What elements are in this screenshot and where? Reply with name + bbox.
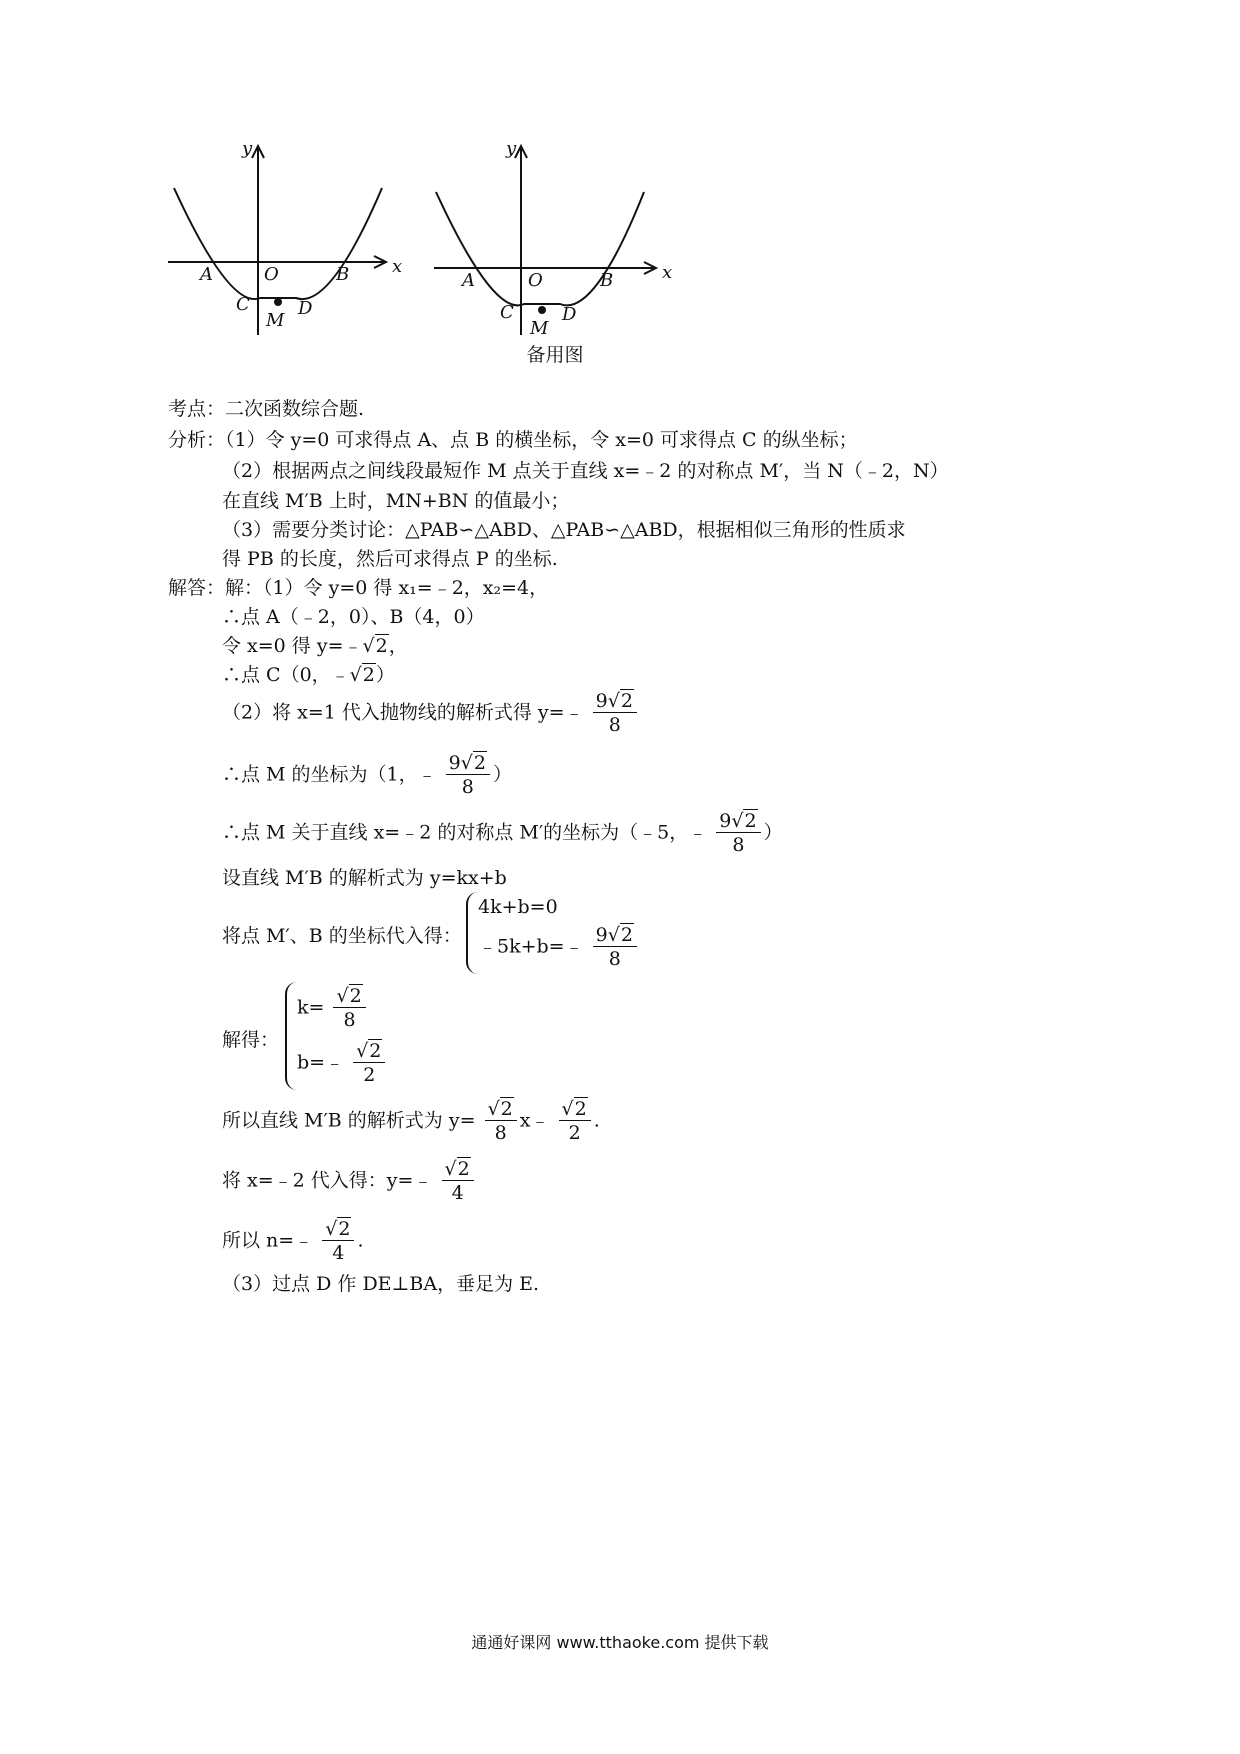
fig2-label-x: x bbox=[662, 262, 673, 283]
fraction-sqrt2-over-8: $\frac{√2}{8}$ bbox=[333, 985, 365, 1032]
jieda-line-6-post: ） bbox=[492, 763, 512, 786]
jieda-line-5 bbox=[222, 690, 640, 737]
system1-eq1: 4k+b=0 bbox=[478, 896, 558, 918]
fig1-label-a: A bbox=[200, 264, 213, 285]
figure-parabola-2 bbox=[430, 140, 680, 370]
jieda-line-7-post: ） bbox=[763, 821, 783, 844]
system-brace-2 bbox=[285, 982, 297, 1090]
sqrt-2: √2 bbox=[362, 635, 388, 657]
jieda-line-11: 所以直线 M′B 的解析式为 y= $\frac{√2}{8}$ x﹣ $\frac{√2}{2}$ . bbox=[222, 1098, 600, 1144]
fig2-label-a: A bbox=[462, 270, 475, 291]
fig1-label-m: M bbox=[266, 310, 285, 331]
sqrt-2: √2 bbox=[349, 664, 375, 686]
fenxi-line-1: 分析：（1）令 y=0 可求得点 A、点 B 的横坐标，令 x=0 可求得点 C 的纵坐标； bbox=[168, 429, 858, 451]
jieda-line-9-label: 将点 M′、B 的坐标代入得： bbox=[222, 925, 462, 947]
jieda-line-4-pre: ∴点 C（0，﹣ bbox=[222, 664, 350, 686]
jieda-line-10-label: 解得： bbox=[222, 1029, 280, 1051]
fig2-label-m: M bbox=[530, 318, 549, 339]
system1-eq2: ﹣5k+b=﹣ $\frac{9√2}{8}$ bbox=[478, 924, 640, 971]
jieda-line-3 bbox=[222, 634, 408, 658]
jieda-line-13: 所以 n=﹣ $\frac{√2}{4}$ . bbox=[222, 1218, 364, 1264]
fraction-9sqrt2-over-8: $\frac{9√2}{8}$ bbox=[593, 924, 637, 971]
page-footer: 通通好课网 www.tthaoke.com 提供下载 bbox=[471, 1633, 769, 1652]
fig2-label-o: O bbox=[528, 270, 543, 291]
fraction-9sqrt2-over-8: $\frac{9√2}{8}$ bbox=[593, 690, 637, 737]
fraction-sqrt2-over-4: $\frac{√2}{4}$ bbox=[442, 1158, 474, 1205]
fig2-label-c: C bbox=[500, 302, 514, 323]
fig1-label-b: B bbox=[336, 264, 350, 285]
fig1-label-x: x bbox=[392, 256, 403, 277]
jieda-line-8: 设直线 M′B 的解析式为 y=kx+b bbox=[222, 867, 507, 889]
jieda-line-1: 解答：解：（1）令 y=0 得 x₁=﹣2，x₂=4， bbox=[168, 577, 549, 599]
jieda-line-5-pre: （2）将 x=1 代入抛物线的解析式得 y=﹣ bbox=[222, 701, 584, 724]
system2-eq2: b=﹣ $\frac{√2}{2}$ bbox=[297, 1040, 388, 1087]
fraction-9sqrt2-over-8: $\frac{9√2}{8}$ bbox=[446, 752, 490, 799]
jieda-line-4-post: ） bbox=[375, 664, 395, 686]
fig2-label-y: y bbox=[506, 140, 517, 159]
parabola-graph-1 bbox=[160, 140, 420, 340]
fraction-sqrt2-over-2: $\frac{√2}{2}$ bbox=[353, 1040, 385, 1087]
system2-eq1: k= $\frac{√2}{8}$ bbox=[297, 985, 369, 1032]
jieda-line-7 bbox=[222, 810, 783, 857]
jieda-line-3-pre: 令 x=0 得 y=﹣ bbox=[222, 635, 363, 657]
fig2-label-b: B bbox=[600, 270, 614, 291]
jieda-line-6-pre: ∴点 M 的坐标为（1，﹣ bbox=[222, 763, 437, 786]
jieda-line-2: ∴点 A（﹣2，0）、B（4，0） bbox=[222, 606, 485, 628]
fig1-label-o: O bbox=[264, 264, 279, 285]
fraction-sqrt2-over-2: $\frac{√2}{2}$ bbox=[559, 1098, 591, 1145]
fenxi-line-4: （3）需要分类讨论：△PAB∽△ABD、△PAB∽△ABD，根据相似三角形的性质求 bbox=[222, 519, 906, 541]
parabola-graph-2 bbox=[430, 140, 680, 340]
figure-caption: 备用图 bbox=[526, 344, 584, 366]
jieda-line-6 bbox=[222, 752, 512, 799]
jieda-line-3-post: ， bbox=[388, 635, 408, 657]
fig1-label-d: D bbox=[298, 298, 313, 319]
system-brace-1 bbox=[466, 892, 478, 974]
jieda-line-12: 将 x=﹣2 代入得：y=﹣ $\frac{√2}{4}$ bbox=[222, 1158, 477, 1205]
fig2-label-d: D bbox=[562, 304, 577, 325]
fenxi-line-2: （2）根据两点之间线段最短作 M 点关于直线 x=﹣2 的对称点 M′，当 N（﹣2，N） bbox=[222, 460, 949, 482]
fig1-label-y: y bbox=[242, 140, 253, 159]
fraction-sqrt2-over-8: $\frac{√2}{8}$ bbox=[485, 1098, 517, 1145]
fraction-9sqrt2-over-8: $\frac{9√2}{8}$ bbox=[716, 810, 760, 857]
fenxi-line-3: 在直线 M′B 上时，MN+BN 的值最小； bbox=[222, 490, 570, 512]
fenxi-line-5: 得 PB 的长度，然后可求得点 P 的坐标. bbox=[222, 548, 558, 570]
jieda-line-14: （3）过点 D 作 DE⊥BA，垂足为 E. bbox=[222, 1273, 540, 1295]
fig1-label-c: C bbox=[236, 294, 250, 315]
kaodian-line: 考点：二次函数综合题. bbox=[168, 398, 365, 420]
figure-parabola-1 bbox=[160, 140, 420, 340]
fraction-sqrt2-over-4: $\frac{√2}{4}$ bbox=[322, 1218, 354, 1265]
jieda-line-7-pre: ∴点 M 关于直线 x=﹣2 的对称点 M′的坐标为（﹣5，﹣ bbox=[222, 821, 708, 844]
jieda-line-4 bbox=[222, 663, 395, 687]
